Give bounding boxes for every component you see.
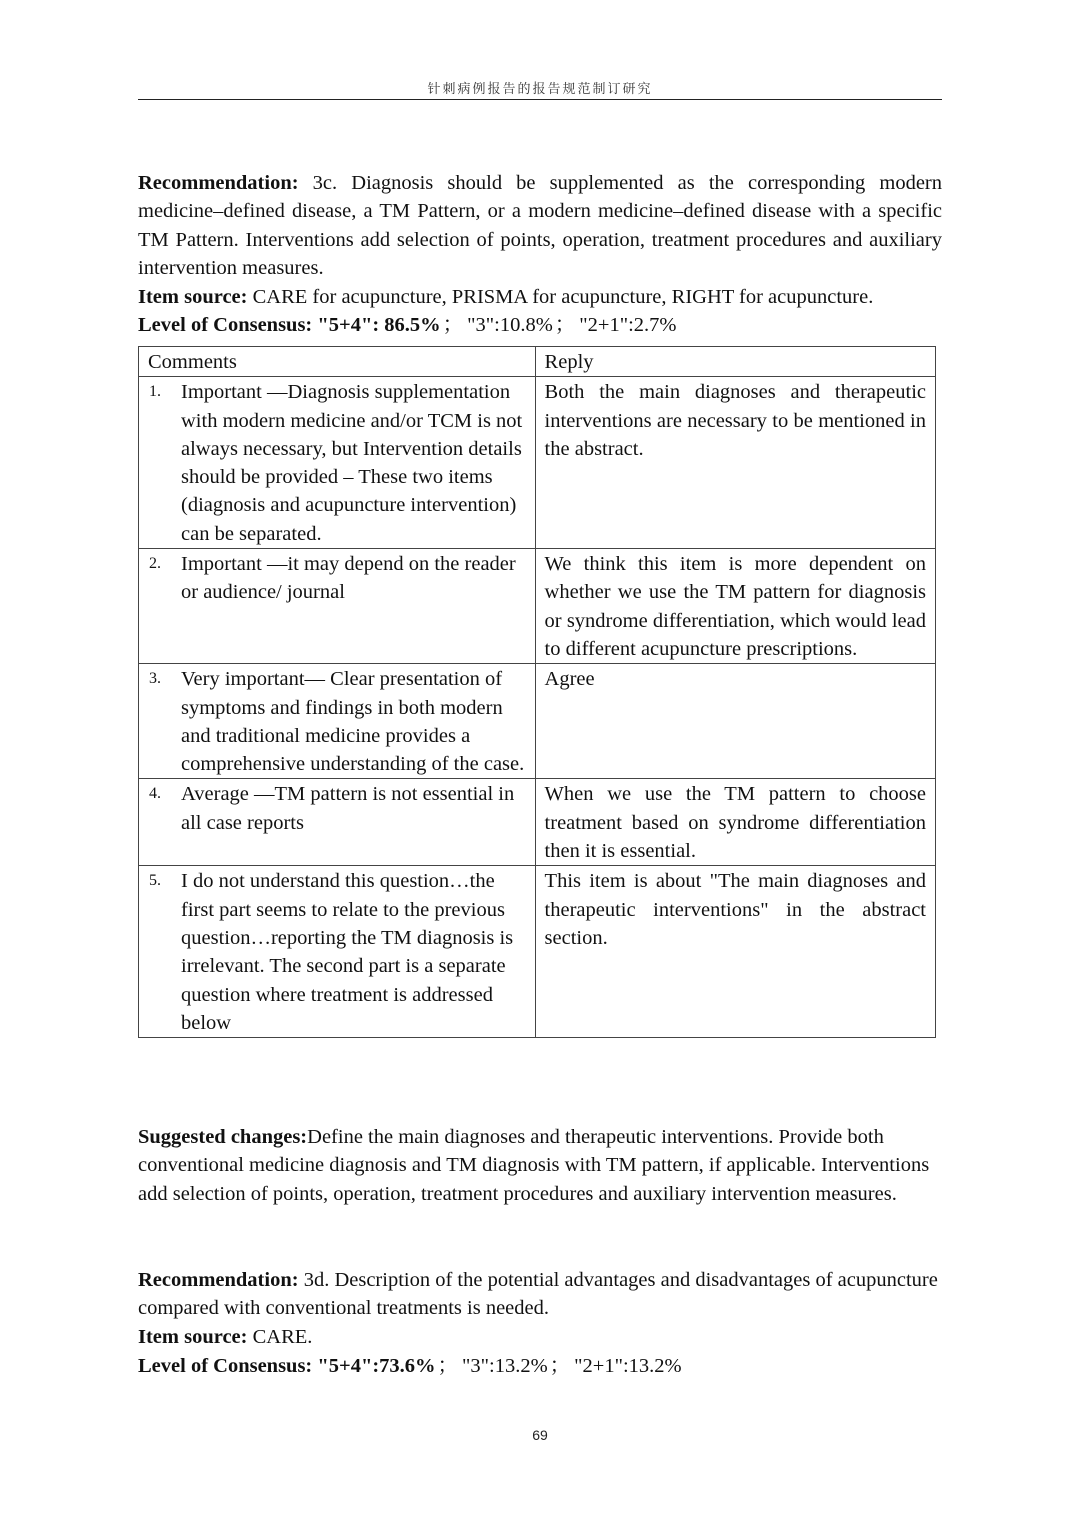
consensus-two-one: "2+1":2.7% [579, 314, 677, 336]
table-row [139, 549, 936, 664]
recommendation-text: 3c. Diagnosis should be supplemented as the corresponding modern medicine–defined disease, a TM Pattern, or a modern medicine–defined disease with a specific TM Pattern. Interventions add selection of points, operation, treatment procedures and auxiliary intervention measures. [138, 172, 942, 279]
consensus-label: Level of Consensus: "5+4": 86.5% [138, 314, 441, 336]
consensus-separator: ； [554, 314, 576, 336]
item-source-label: Item source: [138, 1326, 248, 1348]
suggested-changes [138, 1123, 942, 1208]
table-header-row [139, 347, 936, 377]
comment-text: Very important— Clear presentation of symptoms and findings in both modern and traditional medicine provides a comprehensive understanding of the case. [181, 668, 525, 776]
recommendation-text: 3d. Description of the potential advantages and disadvantages of acupuncture compared with conventional treatments is needed. [138, 1269, 938, 1320]
item-source-3d [138, 1323, 942, 1351]
item-source-3c [138, 283, 942, 311]
comment-text: Important —it may depend on the reader or audience/ journal [181, 553, 516, 604]
row-number: 2. [149, 555, 161, 573]
page-number: 69 [532, 1427, 548, 1443]
header-comments: Comments [139, 347, 536, 377]
reply-text: When we use the TM pattern to choose treatment based on syndrome differentiation then it is essential. [535, 779, 935, 866]
table-row [139, 377, 936, 549]
item-source-text: CARE for acupuncture, PRISMA for acupuncture, RIGHT for acupuncture. [247, 286, 874, 308]
reply-text: Both the main diagnoses and therapeutic interventions are necessary to be mentioned in the abstract. [535, 377, 935, 549]
comment-text: I do not understand this question…the first part seems to relate to the previous question…reporting the TM diagnosis is irrelevant. The second part is a separate question where treatment is addressed below [181, 870, 514, 1034]
reply-text: Agree [535, 664, 935, 779]
recommendation-3d [138, 1266, 942, 1323]
table-row [139, 664, 936, 779]
consensus-three: "3":10.8% [467, 314, 553, 336]
header-reply: Reply [535, 347, 935, 377]
table-row [139, 866, 936, 1038]
item-source-label: Item source: [138, 286, 248, 308]
comment-text: Important —Diagnosis supplementation with modern medicine and/or TCM is not always necessary, but Intervention details should be provided – These two items (diagnosis and acupuncture intervention) can be separated. [181, 381, 523, 545]
consensus-three: "3":13.2% [462, 1355, 548, 1377]
table-row [139, 779, 936, 866]
suggested-changes-label: Suggested changes: [138, 1126, 308, 1148]
comment-text: Average —TM pattern is not essential in all case reports [181, 783, 515, 834]
reply-text: This item is about "The main diagnoses and therapeutic interventions" in the abstract section. [535, 866, 935, 1038]
running-header-title: 针刺病例报告的报告规范制订研究 [427, 82, 653, 97]
consensus-3c [138, 311, 942, 339]
consensus-separator: ； [437, 1355, 459, 1377]
header-rule [138, 99, 942, 100]
consensus-two-one: "2+1":13.2% [574, 1355, 682, 1377]
row-number: 1. [149, 383, 161, 401]
consensus-3d [138, 1352, 942, 1380]
reply-text: We think this item is more dependent on whether we use the TM pattern for diagnosis or syndrome differentiation, which would lead to different acupuncture prescriptions. [535, 549, 935, 664]
comments-table [138, 346, 936, 1038]
row-number: 3. [149, 670, 161, 688]
consensus-separator: ； [549, 1355, 571, 1377]
recommendation-label: Recommendation: [138, 172, 299, 194]
recommendation-label: Recommendation: [138, 1269, 299, 1291]
consensus-label: Level of Consensus: "5+4":73.6% [138, 1355, 436, 1377]
recommendation-3c [138, 169, 942, 282]
row-number: 5. [149, 872, 161, 890]
item-source-text: CARE. [247, 1326, 313, 1348]
suggested-changes-text: Define the main diagnoses and therapeutic interventions. Provide both conventional medicine diagnosis and TM diagnosis with TM pattern, if applicable. Interventions add selection of points, operation, treatment procedures and auxiliary intervention measures. [138, 1126, 930, 1205]
consensus-separator: ； [442, 314, 464, 336]
row-number: 4. [149, 785, 161, 803]
